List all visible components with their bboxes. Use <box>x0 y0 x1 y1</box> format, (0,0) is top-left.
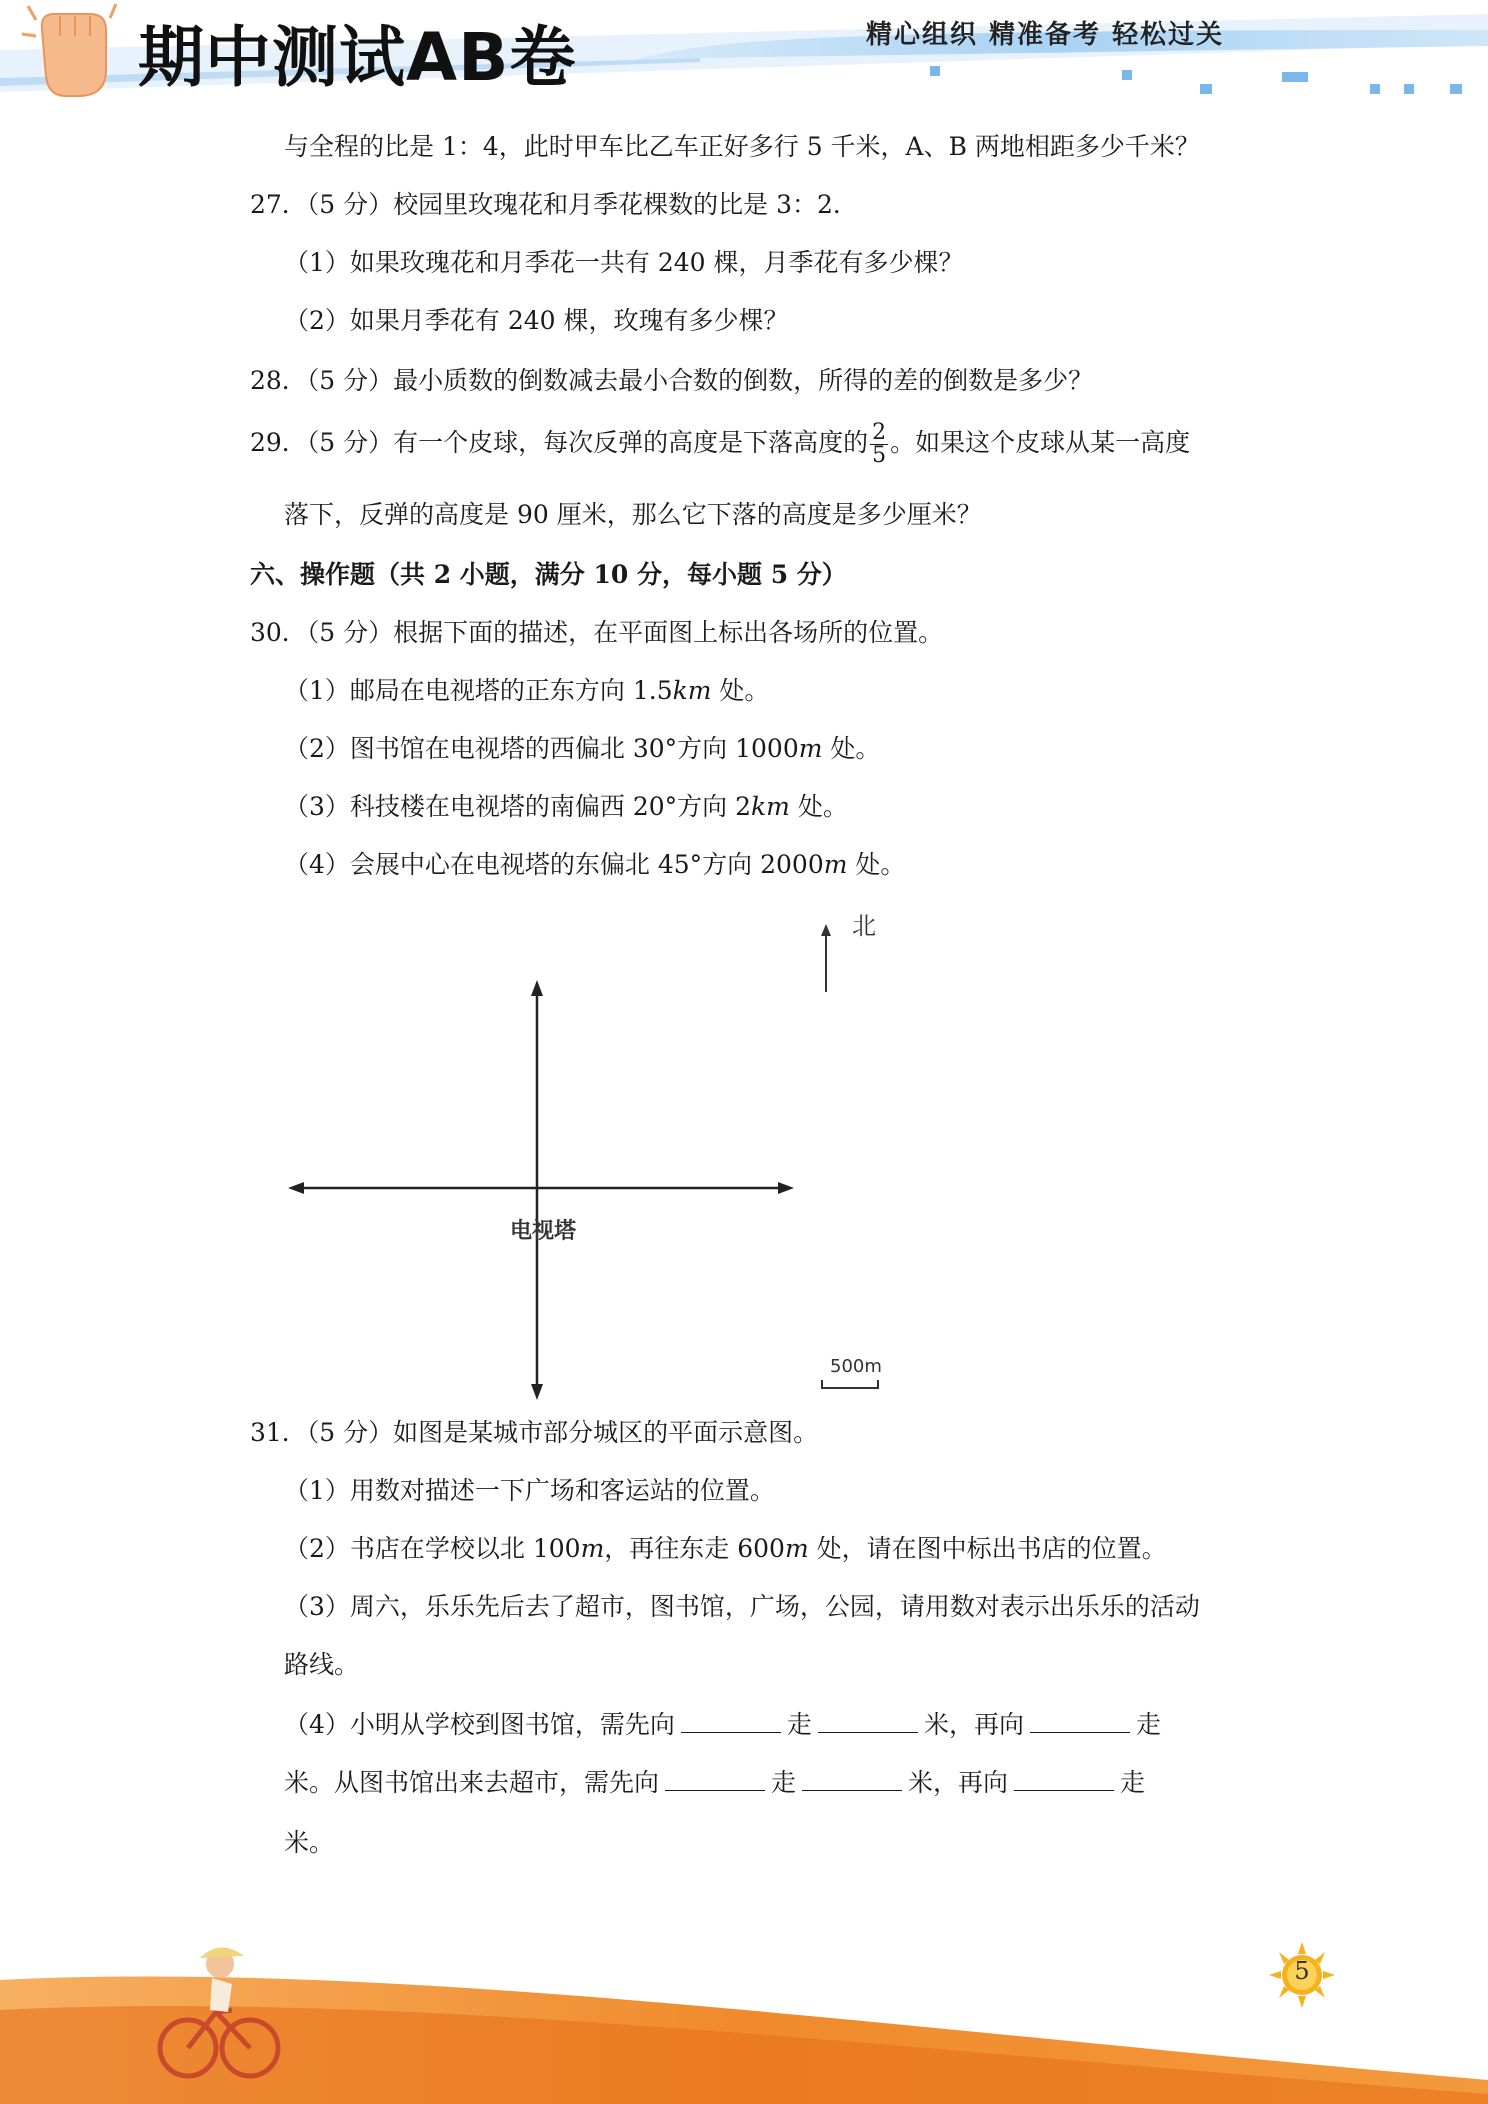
question-27-part-2: （2）如果月季花有 240 棵，玫瑰有多少棵？ <box>284 306 789 335</box>
q30-2-tail: 处。 <box>822 734 881 763</box>
q31-2-text-c: 处，请在图中标出书店的位置。 <box>808 1534 1167 1563</box>
q31-4-text: 米。从图书馆出来去超市，需先向 <box>284 1768 660 1797</box>
unit-km: km <box>672 676 712 705</box>
q30-3-text: （3）科技楼在电视塔的南偏西 20°方向 2 <box>284 792 752 821</box>
question-28: 28．（5 分）最小质数的倒数减去最小合数的倒数，所得的差的倒数是多少？ <box>250 366 1094 395</box>
question-30-part-2 <box>284 734 880 764</box>
question-29-continuation: 落下，反弹的高度是 90 厘米，那么它下落的高度是多少厘米？ <box>284 500 982 529</box>
section-6-heading: 六、操作题（共 2 小题，满分 10 分，每小题 5 分） <box>250 560 847 589</box>
fraction-numerator: 2 <box>872 420 887 445</box>
question-31-part-2 <box>284 1534 1167 1564</box>
q30-2-text: （2）图书馆在电视塔的西偏北 30°方向 1000 <box>284 734 799 763</box>
axis-arrow-right <box>778 1182 794 1194</box>
page-title: 期中测试AB卷 <box>138 19 577 96</box>
axis-arrow-down <box>531 1384 543 1400</box>
header-dot <box>1404 84 1414 94</box>
question-27: 27．（5 分）校园里玫瑰花和月季花棵数的比是 3：2． <box>250 190 858 219</box>
unit-km: km <box>751 792 790 821</box>
answer-blank[interactable] <box>665 1768 765 1791</box>
unit-m: m <box>823 850 848 879</box>
question-31-part-4 <box>284 1710 1161 1740</box>
fraction-denominator: 5 <box>872 443 887 468</box>
north-arrow-head <box>821 924 831 936</box>
fraction-two-fifths <box>870 422 888 467</box>
q30-4-text: （4）会展中心在电视塔的东偏北 45°方向 2000 <box>284 850 824 879</box>
header-dot <box>1122 70 1132 80</box>
q30-1-tail: 处。 <box>711 676 770 705</box>
q31-4-text: 走 <box>1120 1768 1146 1797</box>
question-30-part-4 <box>284 850 905 880</box>
answer-blank[interactable] <box>1030 1710 1130 1733</box>
north-label: 北 <box>852 912 876 940</box>
q31-4-text: （4）小明从学校到图书馆，需先向 <box>284 1710 675 1739</box>
axis-arrow-left <box>288 1182 304 1194</box>
q31-4-text: 走 <box>1135 1710 1161 1739</box>
q30-3-tail: 处。 <box>789 792 848 821</box>
tv-tower-label: 电视塔 <box>510 1219 577 1244</box>
q31-4-text: 米，再向 <box>923 1710 1024 1739</box>
scale-bar <box>822 1380 878 1388</box>
q31-2-text-b: ，再往东走 600 <box>604 1534 785 1563</box>
q31-4-text: 走 <box>786 1710 812 1739</box>
page-header <box>0 0 1488 100</box>
header-dot <box>1200 84 1212 94</box>
page-footer <box>0 1880 1488 2104</box>
question-30-part-1 <box>284 676 769 706</box>
fist-icon <box>20 0 130 100</box>
question-31-part-4-end: 米。 <box>284 1828 335 1857</box>
scale-label: 500m <box>830 1356 882 1377</box>
question-31-part-4-continuation <box>284 1768 1145 1798</box>
header-dot <box>930 66 940 76</box>
answer-blank[interactable] <box>818 1710 918 1733</box>
question-30-part-3 <box>284 792 848 822</box>
question-29-text-b: 。如果这个皮球从某一高度 <box>890 428 1191 457</box>
q30-4-tail: 处。 <box>847 850 906 879</box>
axis-arrow-up <box>531 980 543 996</box>
answer-blank[interactable] <box>1014 1768 1114 1791</box>
answer-blank[interactable] <box>681 1710 781 1733</box>
unit-m: m <box>784 1534 809 1563</box>
question-31-part-3: （3）周六，乐乐先后去了超市，图书馆，广场，公园，请用数对表示出乐乐的活动 <box>284 1592 1200 1621</box>
header-dot <box>1450 84 1462 94</box>
page-number: 5 <box>1294 1957 1310 1985</box>
header-dot <box>1370 84 1380 94</box>
problem-26-continuation: 与全程的比是 1：4，此时甲车比乙车正好多行 5 千米，A、B 两地相距多少千米？ <box>284 132 1200 161</box>
question-27-part-1: （1）如果玫瑰花和月季花一共有 240 棵，月季花有多少棵？ <box>284 248 964 277</box>
q30-1-text: （1）邮局在电视塔的正东方向 1.5 <box>284 676 673 705</box>
question-29-text-a: 29．（5 分）有一个皮球，每次反弹的高度是下落高度的 <box>250 428 869 457</box>
question-29 <box>250 422 1190 467</box>
question-31: 31．（5 分）如图是某城市部分城区的平面示意图。 <box>250 1418 819 1447</box>
q31-2-text-a: （2）书店在学校以北 100 <box>284 1534 581 1563</box>
unit-m: m <box>580 1534 605 1563</box>
unit-m: m <box>798 734 823 763</box>
q31-4-text: 米，再向 <box>908 1768 1009 1797</box>
question-31-part-3-continuation: 路线。 <box>284 1650 360 1679</box>
question-30: 30．（5 分）根据下面的描述，在平面图上标出各场所的位置。 <box>250 618 944 647</box>
answer-blank[interactable] <box>802 1768 902 1791</box>
header-dot <box>1282 72 1308 82</box>
question-31-part-1: （1）用数对描述一下广场和客运站的位置。 <box>284 1476 775 1505</box>
q31-4-text: 走 <box>771 1768 797 1797</box>
header-slogan: 精心组织 精准备考 轻松过关 <box>866 20 1225 50</box>
